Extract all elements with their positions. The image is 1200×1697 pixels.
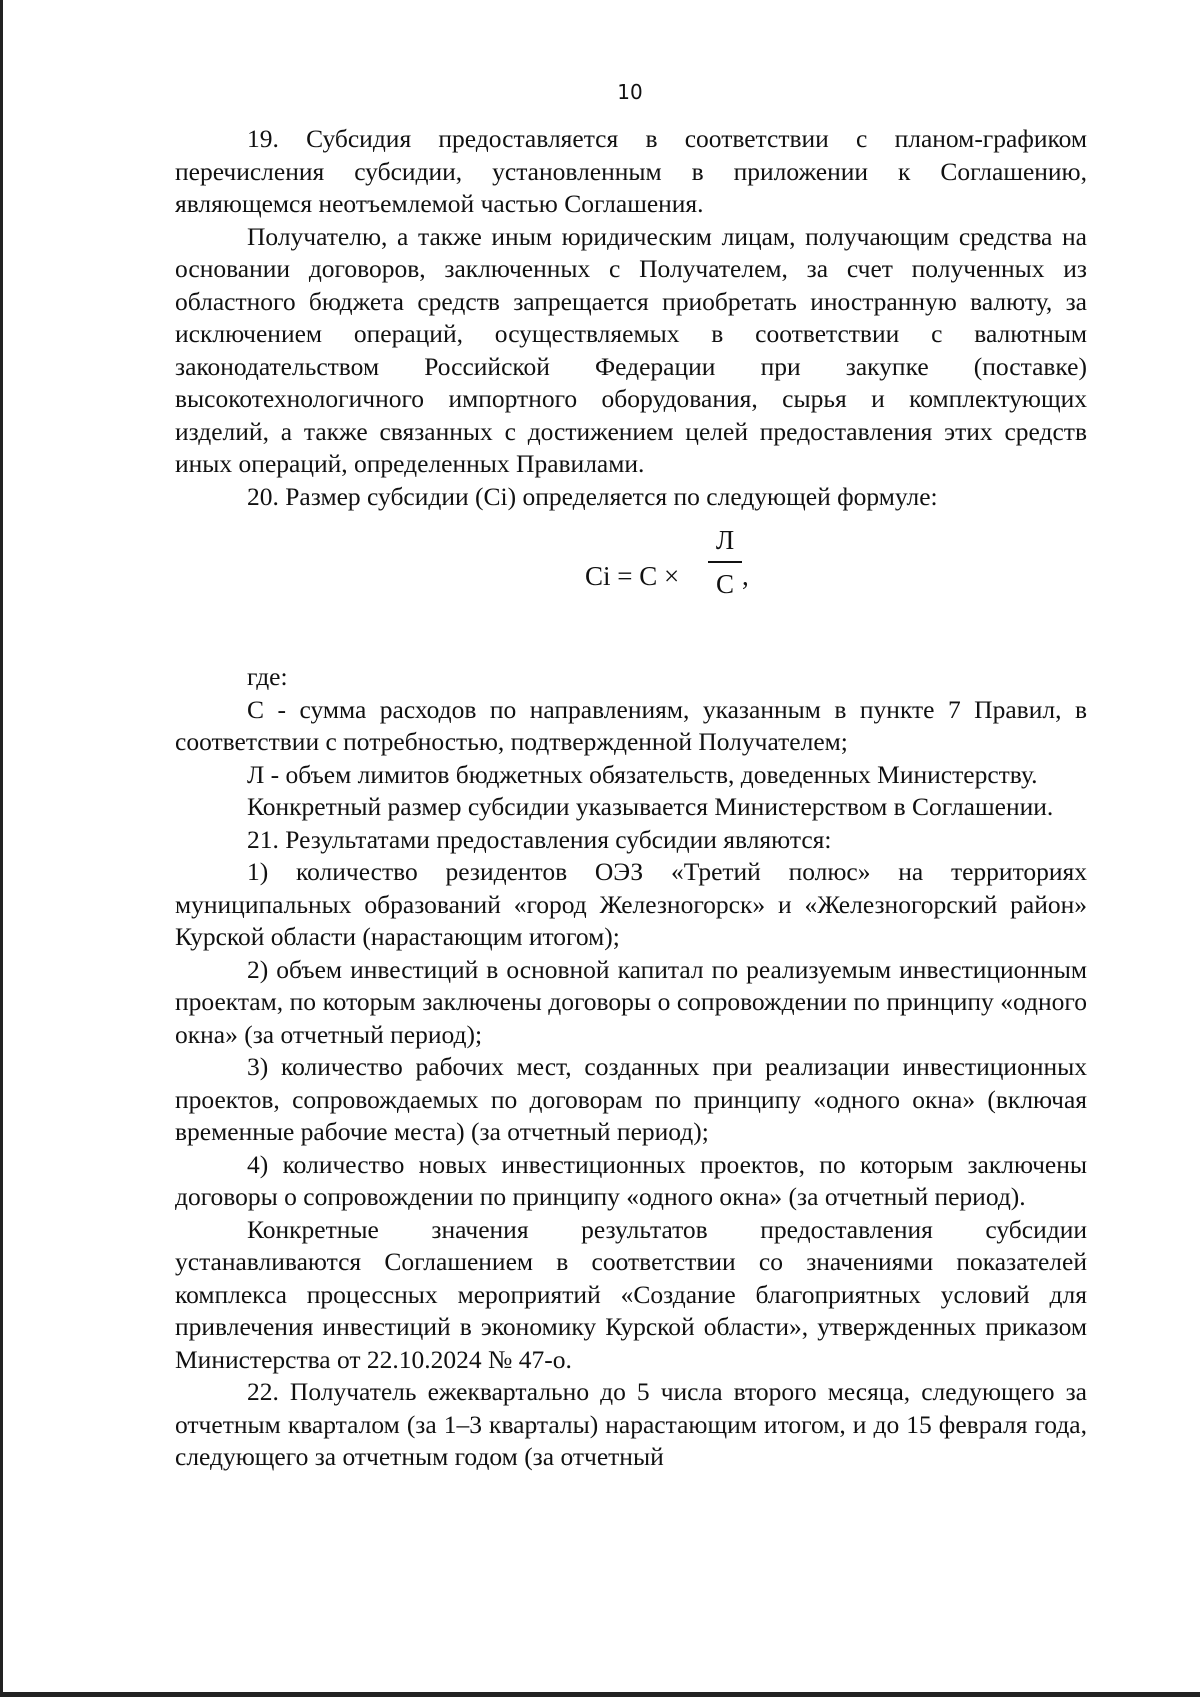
paragraph-22: 22. Получатель ежеквартально до 5 числа второго месяца, следующего за отчетным кварталом (за 1–3 кварталы) нарастающим итогом, и до 15 февраля года, следующего за отчетным годом (за отчетный bbox=[175, 1377, 1087, 1471]
page-number: 10 bbox=[617, 80, 643, 104]
document-body bbox=[175, 123, 1087, 1474]
specific-values-paragraph: Конкретные значения результатов предоставления субсидии устанавливаются Соглашением в соответствии со значениями показателей комплекса процессных мероприятий «Создание благоприятных условий для привлечения инвестиций в экономику Курской области», утвержденных приказом Министерства от 22.10.2024 № 47-о. bbox=[175, 1214, 1087, 1374]
fraction-bar bbox=[708, 561, 742, 563]
scan-edge-bottom bbox=[0, 1692, 1200, 1697]
paragraph-21: 21. Результатами предоставления субсидии являются: bbox=[247, 824, 832, 854]
formula-comma: , bbox=[742, 561, 749, 591]
formula-fraction bbox=[708, 523, 742, 601]
formula-left-side: Ci = С × bbox=[585, 561, 680, 591]
result-item-3: 3) количество рабочих мест, созданных при реализации инвестиционных проектов, сопровождаемых по договорам по принципу «одного окна» (включая временные рабочие места) (за отчетный период); bbox=[175, 1052, 1087, 1146]
paragraph-19-currency: Получателю, а также иным юридическим лицам, получающим средства на основании договоров, заключенных с Получателем, за счет полученных из областного бюджета средств запрещается приобретать иностранную валюту, за исключением операций, осуществляемых в соответствии с валютным законодательством Российской Федерации при закупке (поставке) высокотехнологичного импортного оборудования, сырья и комплектующих изделий, а также связанных с достижением целей предоставления этих средств иных операций, определенных Правилами. bbox=[175, 221, 1087, 478]
result-item-1: 1) количество резидентов ОЭЗ «Третий полюс» на территориях муниципальных образований «город Железногорск» и «Железногорский район» Курской области (нарастающим итогом); bbox=[175, 857, 1087, 951]
formula-denominator: С bbox=[715, 569, 734, 599]
definition-l: Л - объем лимитов бюджетных обязательств, доведенных Министерству. bbox=[247, 759, 1038, 789]
where-label: где: bbox=[247, 662, 288, 691]
definition-c: С - сумма расходов по направлениям, указанным в пункте 7 Правил, в соответствии с потребностью, подтвержденной Получателем; bbox=[175, 694, 1087, 756]
result-item-2: 2) объем инвестиций в основной капитал по реализуемым инвестиционным проектам, по которым заключены договоры о сопровождении по принципу «одного окна» (за отчетный период); bbox=[175, 954, 1087, 1049]
subsidy-formula bbox=[175, 523, 1087, 619]
paragraph-20: 20. Размер субсидии (Ci) определяется по следующей формуле: bbox=[247, 481, 938, 511]
paragraph-19: 19. Субсидия предоставляется в соответствии с планом-графиком перечисления субсидии, установленным в приложении к Соглашению, являющемся неотъемлемой частью Соглашения. bbox=[175, 124, 1087, 218]
scan-edge-left bbox=[0, 0, 3, 1697]
formula-numerator: Л bbox=[715, 525, 735, 555]
result-item-4: 4) количество новых инвестиционных проектов, по которым заключены договоры о сопровождении по принципу «одного окна» (за отчетный период). bbox=[175, 1149, 1087, 1211]
specific-size-paragraph: Конкретный размер субсидии указывается Министерством в Соглашении. bbox=[247, 792, 1054, 821]
